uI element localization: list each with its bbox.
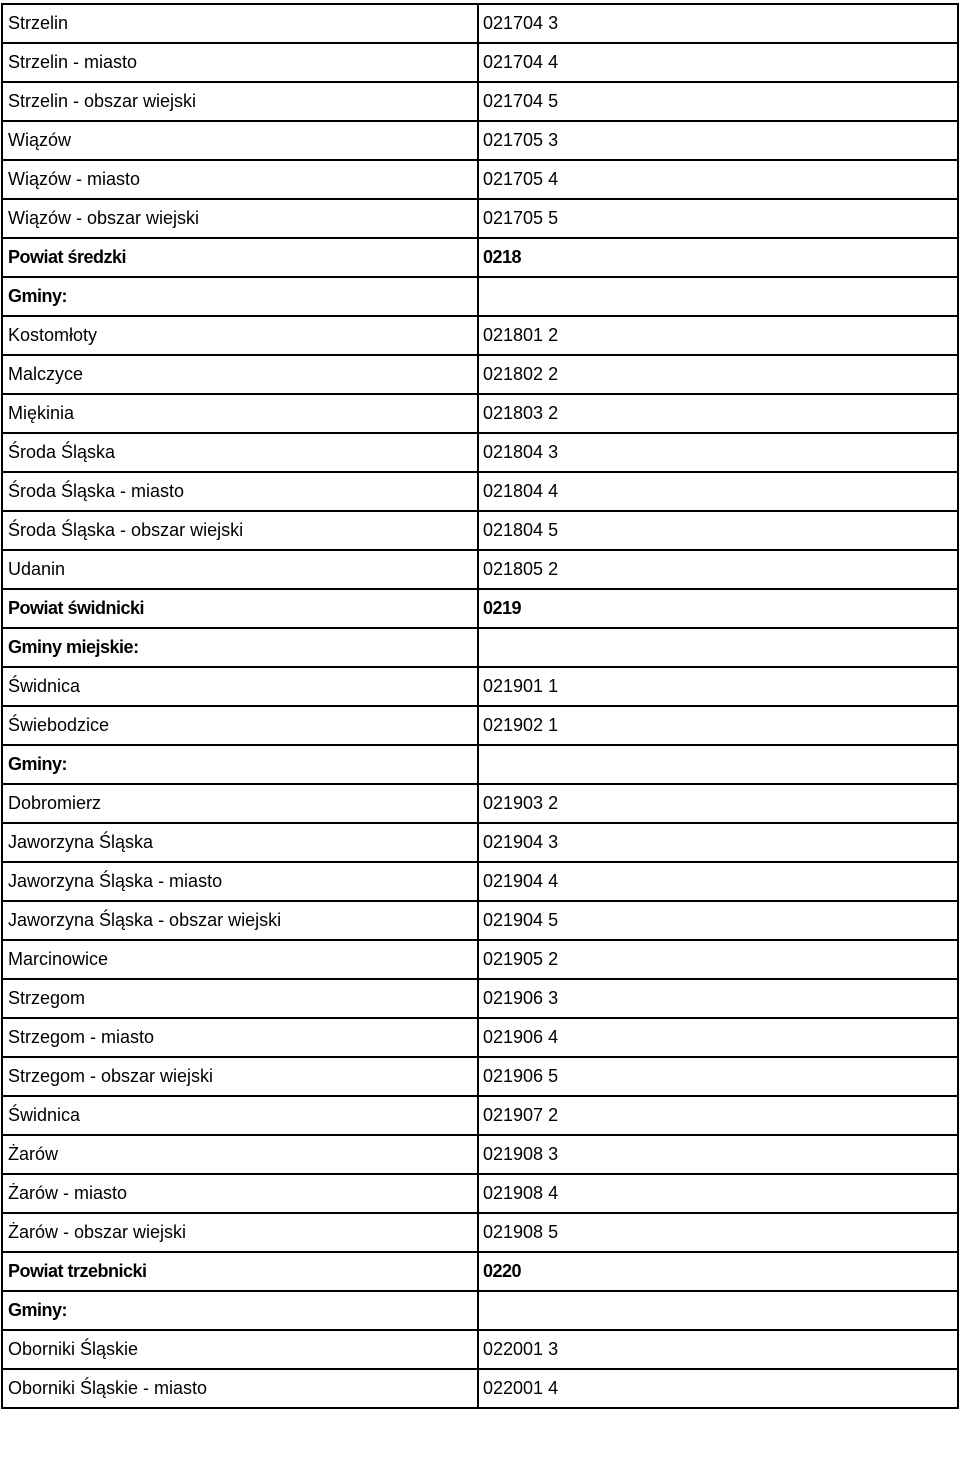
teryt-code-cell: 022001 4 bbox=[478, 1369, 958, 1408]
teryt-code-cell: 021801 2 bbox=[478, 316, 958, 355]
unit-name-cell: Świdnica bbox=[2, 1096, 478, 1135]
teryt-code-cell: 021804 3 bbox=[478, 433, 958, 472]
teryt-code-cell bbox=[478, 277, 958, 316]
unit-name-cell: Świebodzice bbox=[2, 706, 478, 745]
table-row bbox=[2, 1213, 958, 1252]
teryt-code-cell: 021906 5 bbox=[478, 1057, 958, 1096]
table-row bbox=[2, 355, 958, 394]
teryt-code-cell: 021901 1 bbox=[478, 667, 958, 706]
table-row bbox=[2, 550, 958, 589]
table-row bbox=[2, 667, 958, 706]
unit-name-cell: Gminy: bbox=[2, 277, 478, 316]
table-row bbox=[2, 4, 958, 43]
teryt-code-cell: 021803 2 bbox=[478, 394, 958, 433]
unit-name-cell: Strzelin - miasto bbox=[2, 43, 478, 82]
teryt-code-cell: 021907 2 bbox=[478, 1096, 958, 1135]
section-header-row bbox=[2, 745, 958, 784]
unit-name-cell: Żarów - obszar wiejski bbox=[2, 1213, 478, 1252]
unit-name-cell: Środa Śląska bbox=[2, 433, 478, 472]
unit-name-cell: Wiązów bbox=[2, 121, 478, 160]
unit-name-cell: Wiązów - miasto bbox=[2, 160, 478, 199]
unit-name-cell: Środa Śląska - obszar wiejski bbox=[2, 511, 478, 550]
teryt-code-cell: 021903 2 bbox=[478, 784, 958, 823]
table-row bbox=[2, 940, 958, 979]
unit-name-cell: Jaworzyna Śląska - miasto bbox=[2, 862, 478, 901]
table-row bbox=[2, 160, 958, 199]
teryt-code-cell: 021802 2 bbox=[478, 355, 958, 394]
teryt-code-cell: 021908 5 bbox=[478, 1213, 958, 1252]
table-row bbox=[2, 433, 958, 472]
unit-name-cell: Kostomłoty bbox=[2, 316, 478, 355]
unit-name-cell: Dobromierz bbox=[2, 784, 478, 823]
unit-name-cell: Miękinia bbox=[2, 394, 478, 433]
section-header-row bbox=[2, 1252, 958, 1291]
teryt-code-cell: 021908 4 bbox=[478, 1174, 958, 1213]
section-header-row bbox=[2, 628, 958, 667]
teryt-code-cell: 0219 bbox=[478, 589, 958, 628]
unit-name-cell: Powiat średzki bbox=[2, 238, 478, 277]
teryt-code-cell: 021804 4 bbox=[478, 472, 958, 511]
unit-name-cell: Świdnica bbox=[2, 667, 478, 706]
teryt-code-cell bbox=[478, 745, 958, 784]
table-row bbox=[2, 199, 958, 238]
unit-name-cell: Oborniki Śląskie - miasto bbox=[2, 1369, 478, 1408]
table-row bbox=[2, 1330, 958, 1369]
unit-name-cell: Strzegom - obszar wiejski bbox=[2, 1057, 478, 1096]
unit-name-cell: Jaworzyna Śląska - obszar wiejski bbox=[2, 901, 478, 940]
teryt-code-cell: 021905 2 bbox=[478, 940, 958, 979]
table-row bbox=[2, 1057, 958, 1096]
teryt-code-cell: 0220 bbox=[478, 1252, 958, 1291]
teryt-code-cell: 021804 5 bbox=[478, 511, 958, 550]
unit-name-cell: Gminy miejskie: bbox=[2, 628, 478, 667]
teryt-code-cell: 021704 5 bbox=[478, 82, 958, 121]
table-row bbox=[2, 43, 958, 82]
teryt-code-cell: 021704 4 bbox=[478, 43, 958, 82]
table-row bbox=[2, 472, 958, 511]
teryt-code-cell: 022001 3 bbox=[478, 1330, 958, 1369]
unit-name-cell: Gminy: bbox=[2, 745, 478, 784]
teryt-code-cell: 021908 3 bbox=[478, 1135, 958, 1174]
unit-name-cell: Marcinowice bbox=[2, 940, 478, 979]
unit-name-cell: Gminy: bbox=[2, 1291, 478, 1330]
teryt-code-cell: 021906 4 bbox=[478, 1018, 958, 1057]
unit-name-cell: Strzegom bbox=[2, 979, 478, 1018]
table-row bbox=[2, 1018, 958, 1057]
section-header-row bbox=[2, 238, 958, 277]
table-row bbox=[2, 1096, 958, 1135]
table-row bbox=[2, 316, 958, 355]
unit-name-cell: Strzelin - obszar wiejski bbox=[2, 82, 478, 121]
table-row bbox=[2, 784, 958, 823]
table-body bbox=[2, 4, 958, 1408]
unit-name-cell: Strzegom - miasto bbox=[2, 1018, 478, 1057]
unit-name-cell: Żarów - miasto bbox=[2, 1174, 478, 1213]
teryt-code-cell: 021704 3 bbox=[478, 4, 958, 43]
teryt-code-cell: 021904 4 bbox=[478, 862, 958, 901]
table-row bbox=[2, 706, 958, 745]
teryt-code-cell bbox=[478, 628, 958, 667]
teryt-code-cell: 021705 3 bbox=[478, 121, 958, 160]
teryt-code-cell: 0218 bbox=[478, 238, 958, 277]
unit-name-cell: Strzelin bbox=[2, 4, 478, 43]
teryt-code-cell: 021906 3 bbox=[478, 979, 958, 1018]
section-header-row bbox=[2, 1291, 958, 1330]
unit-name-cell: Żarów bbox=[2, 1135, 478, 1174]
teryt-code-cell: 021902 1 bbox=[478, 706, 958, 745]
teryt-code-cell: 021805 2 bbox=[478, 550, 958, 589]
section-header-row bbox=[2, 589, 958, 628]
unit-name-cell: Udanin bbox=[2, 550, 478, 589]
table-row bbox=[2, 394, 958, 433]
teryt-code-cell bbox=[478, 1291, 958, 1330]
territorial-code-table bbox=[1, 3, 959, 1409]
table-row bbox=[2, 1369, 958, 1408]
unit-name-cell: Oborniki Śląskie bbox=[2, 1330, 478, 1369]
unit-name-cell: Jaworzyna Śląska bbox=[2, 823, 478, 862]
teryt-code-cell: 021705 4 bbox=[478, 160, 958, 199]
teryt-code-cell: 021904 5 bbox=[478, 901, 958, 940]
unit-name-cell: Malczyce bbox=[2, 355, 478, 394]
teryt-code-cell: 021904 3 bbox=[478, 823, 958, 862]
table-row bbox=[2, 1135, 958, 1174]
unit-name-cell: Wiązów - obszar wiejski bbox=[2, 199, 478, 238]
table-row bbox=[2, 823, 958, 862]
table-row bbox=[2, 82, 958, 121]
table-row bbox=[2, 979, 958, 1018]
unit-name-cell: Środa Śląska - miasto bbox=[2, 472, 478, 511]
table-row bbox=[2, 1174, 958, 1213]
table-row bbox=[2, 901, 958, 940]
table-row bbox=[2, 862, 958, 901]
unit-name-cell: Powiat trzebnicki bbox=[2, 1252, 478, 1291]
section-header-row bbox=[2, 277, 958, 316]
table-row bbox=[2, 121, 958, 160]
unit-name-cell: Powiat świdnicki bbox=[2, 589, 478, 628]
table-row bbox=[2, 511, 958, 550]
teryt-code-cell: 021705 5 bbox=[478, 199, 958, 238]
